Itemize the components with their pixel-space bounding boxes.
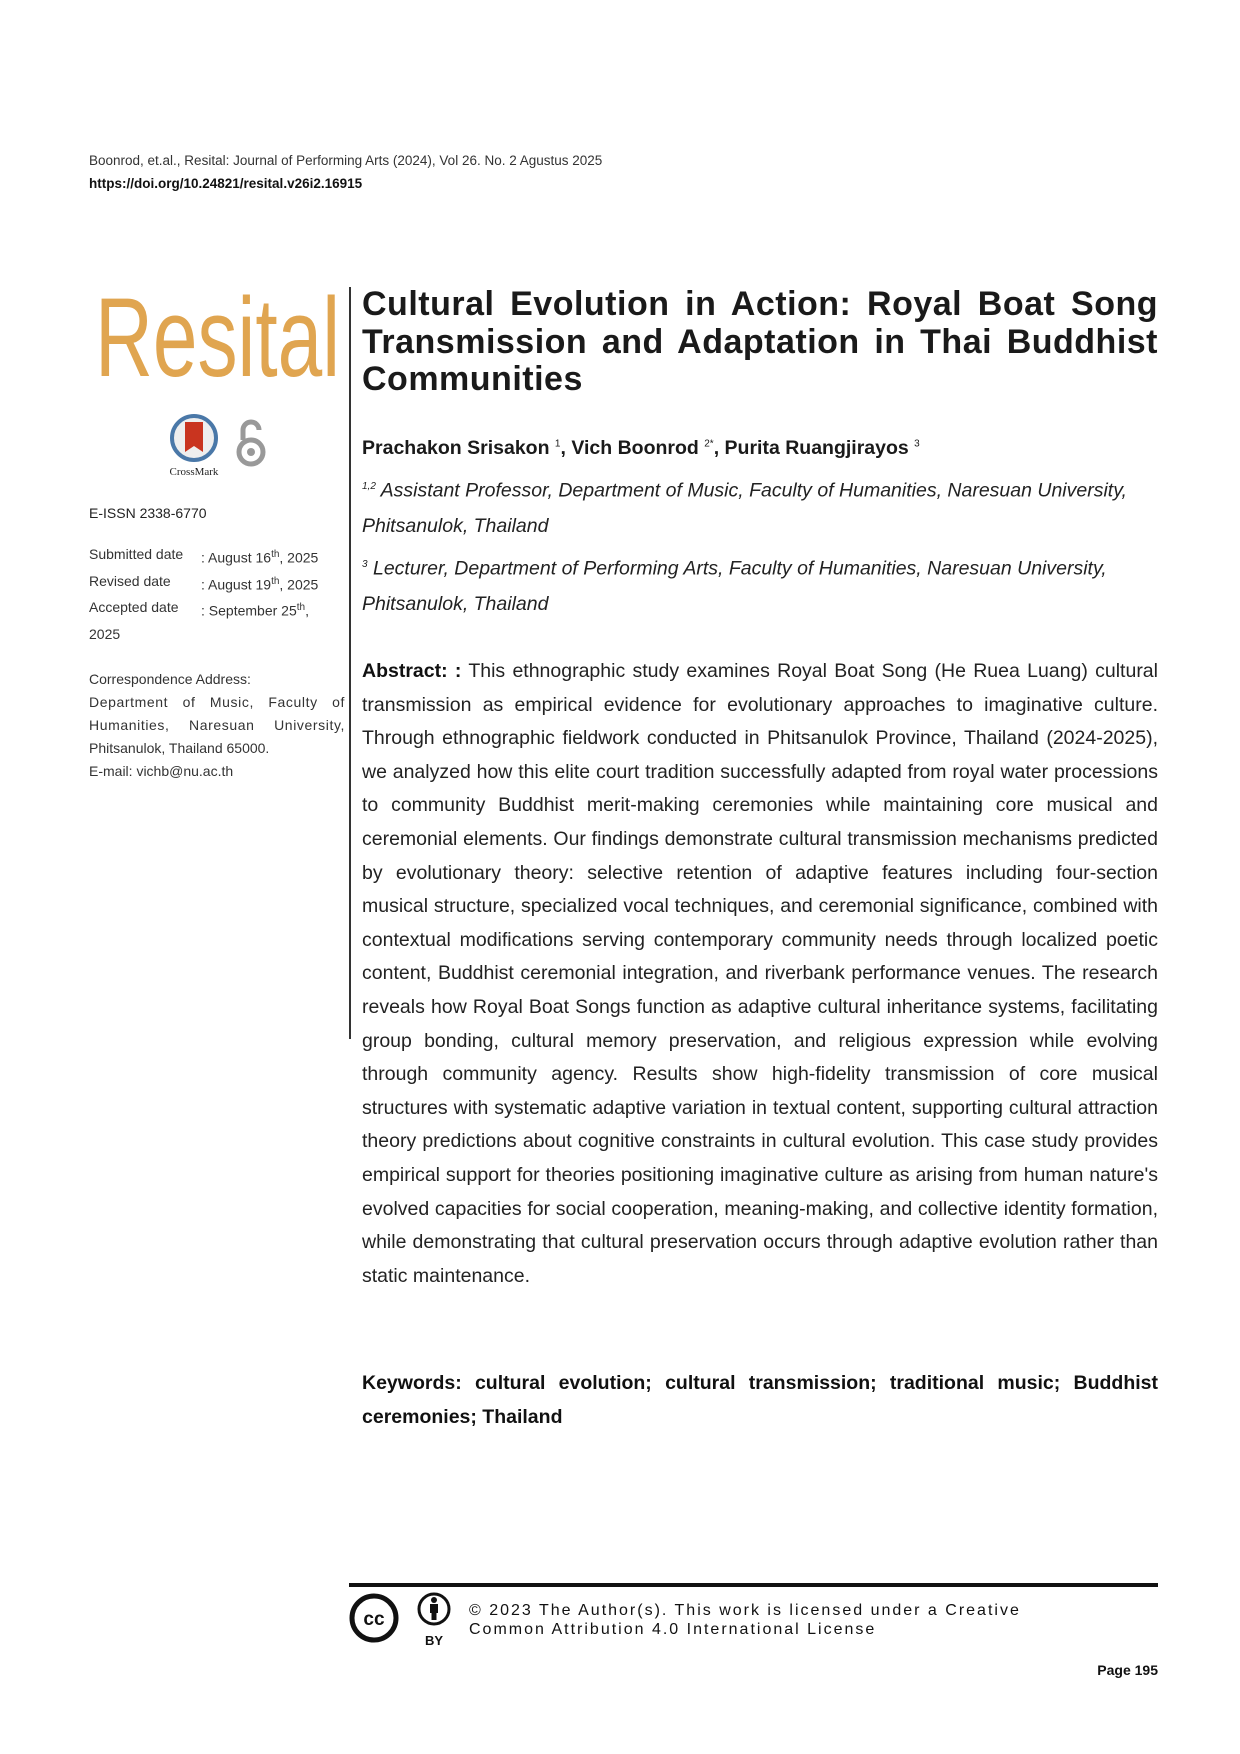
doi-link[interactable]: https://doi.org/10.24821/resital.v26i2.16915 — [89, 176, 363, 191]
revised-date: Revised date : August 19th, 2025 — [89, 572, 319, 593]
crossmark-icon[interactable] — [168, 414, 220, 478]
svg-text:cc: cc — [363, 1609, 385, 1630]
affiliation: $^3$ Lecturer, Department of Performing Arts, Faculty of Humanities, Naresuan University, Phitsanulok, Thailand — [362, 557, 1107, 615]
author-name: Purita Ruangjirayos — [724, 437, 909, 459]
creative-commons-icon[interactable] — [349, 1593, 399, 1643]
email[interactable]: E-mail: vichb@nu.ac.th — [89, 762, 234, 779]
crossmark-label: CrossMark — [169, 466, 219, 478]
svg-text:BY: BY — [424, 1633, 444, 1647]
accepted-date: Accepted date : September 25th, — [89, 599, 309, 619]
author-name: Vich Boonrod — [571, 437, 699, 459]
abstract-label: Abstract: : — [362, 660, 462, 682]
logo-text: Resital — [95, 280, 340, 398]
submitted-date: Submitted date : August 16th, 2025 — [89, 546, 319, 566]
article-title: Cultural Evolution in Action: Royal Boat Song Transmission and Adaptation in Thai Buddhist Communities — [362, 285, 1158, 398]
footer-rule — [349, 1583, 1158, 1587]
accepted-year: 2025 — [89, 625, 121, 642]
author-name: Prachakon Srisakon — [362, 437, 550, 459]
column-divider — [349, 287, 351, 1039]
page-number: Page 195 — [1097, 1662, 1158, 1678]
affiliation: $^{1,2}$ Assistant Professor, Department of Music, Faculty of Humanities, Naresuan University, Phitsanulok, Thailand — [362, 479, 1127, 537]
abstract-text: This ethnographic study examines Royal Boat Song (He Ruea Luang) cultural transmission as empirical evidence for evolutionary approaches to imaginative culture. Through ethnographic fieldwork conducted in Phitsanulok Province, Thailand (2024-2025), we analyzed how this elite court tradition successfully adapted from royal water processions to community Buddhist merit-making ceremonies while maintaining core musical and ceremonial elements. Our findings demonstrate cultural transmission mechanisms predicted by evolutionary theory: selective retention of adaptive features including four-section musical structure, specialized vocal techniques, and ceremonial significance, combined with contextual modifications serving contemporary community needs through localized poetic content, Buddhist ceremonial integration, and riverbank performance venues. The research reveals how Royal Boat Songs function as adaptive cultural inheritance systems, facilitating group bonding, cultural memory preservation, and religious expression while evolving through community agency. Results show high-fidelity transmission of core musical structures with systematic adaptive variation in textual content, supporting cultural attraction theory predictions about cognitive constraints in cultural evolution. This case study provides empirical support for theories positioning imaginative culture as arising from human nature's evolved capacities for social cooperation, meaning-making, and collective identity formation, while demonstrating that cultural preservation occurs through adaptive evolution rather than static maintenance. — [362, 660, 1158, 1287]
citation-header: Boonrod, et.al., Resital: Journal of Performing Arts (2024), Vol 26. No. 2 Agustus 2025 — [89, 153, 603, 168]
keywords: Keywords: cultural evolution; cultural transmission; traditional music; Buddhist ceremonies; Thailand — [362, 1372, 1158, 1428]
license-text: © 2023 The Author(s). This work is licensed under a Creative Common Attribution 4.0 International License — [469, 1602, 1021, 1638]
attribution-by-icon[interactable] — [414, 1591, 454, 1647]
open-access-icon — [234, 418, 268, 468]
article-info-sidebar — [89, 505, 345, 783]
issn: E-ISSN 2338-6770 — [89, 505, 207, 521]
correspondence-address: Correspondence Address: Department of Music, Faculty of Humanities, Naresuan University, Phitsanulok, Thailand 65000. E-mail: vichb@nu.ac.th — [89, 668, 345, 783]
resital-logo — [95, 280, 340, 398]
abstract — [362, 655, 1158, 1293]
author-list: Prachakon Srisakon $^1$, Vich Boonrod $^{2*}$, Purita Ruangjirayos $^3$ — [362, 437, 920, 459]
